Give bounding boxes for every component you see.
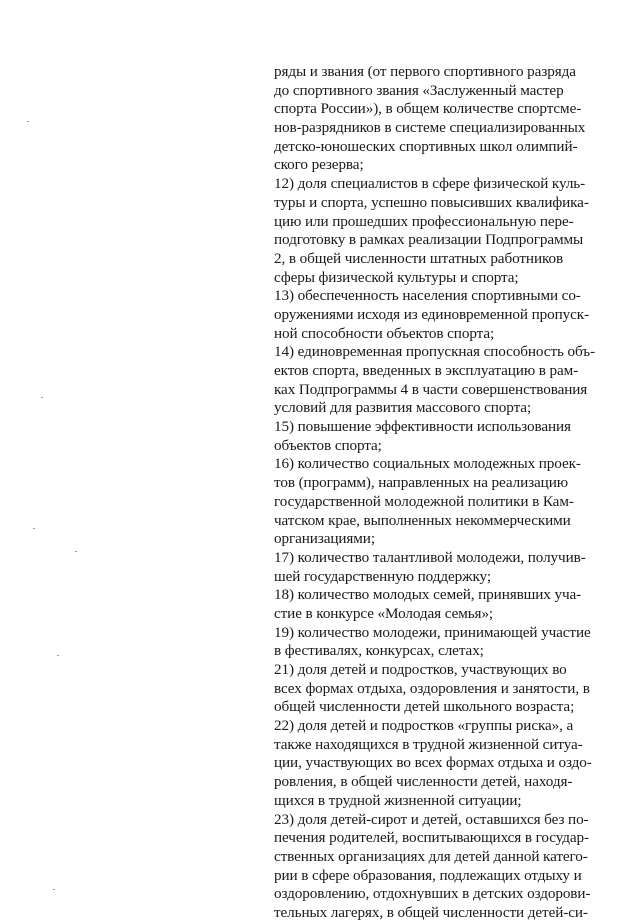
text-line: 12) доля специалистов в сфере физической куль- xyxy=(274,175,586,193)
text-line: чатском крае, выполненных некоммерческими xyxy=(274,511,571,529)
scan-artifact-dot xyxy=(41,397,43,398)
text-line: ственных организациях для детей данной катего- xyxy=(274,847,588,865)
text-line: государственной молодежной политики в Кам- xyxy=(274,492,574,510)
text-line: ках Подпрограммы 4 в части совершенствования xyxy=(274,380,588,398)
text-line: ции, участвующих во всех формах отдыха и оздо- xyxy=(274,754,592,772)
text-line: 23) доля детей-сирот и детей, оставшихся без по- xyxy=(274,810,589,828)
text-line: тельных лагерях, в общей численности детей-си- xyxy=(274,903,588,921)
text-line: 14) единовременная пропускная способность объ- xyxy=(274,343,595,361)
text-line: в фестивалях, конкурсах, слетах; xyxy=(274,642,484,660)
text-line: подготовку в рамках реализации Подпрограммы xyxy=(274,231,584,249)
text-line: детско-юношеских спортивных школ олимпий- xyxy=(274,137,578,155)
text-line: спорта России»), в общем количестве спортсме- xyxy=(274,100,582,118)
text-line: сферы физической культуры и спорта; xyxy=(274,268,519,286)
scan-artifact-dot xyxy=(33,528,35,529)
text-line: ряды и звания (от первого спортивного разряда xyxy=(274,63,576,80)
text-line: организациями; xyxy=(274,530,375,548)
text-line: 22) доля детей и подростков «группы риска», а xyxy=(274,717,574,735)
scan-artifact-dot xyxy=(53,889,55,890)
text-line: ровления, в общей численности детей, находя- xyxy=(274,773,573,791)
text-line: туры и спорта, успешно повысивших квалифика- xyxy=(274,193,589,211)
text-line: рии в сфере образования, подлежащих отдыху и xyxy=(274,866,582,884)
document-text-column xyxy=(274,63,598,923)
text-line: всех формах отдыха, оздоровления и занятости, в xyxy=(274,679,590,697)
text-line: 13) обеспеченность населения спортивными со- xyxy=(274,287,581,305)
scan-artifact-dot xyxy=(75,551,77,552)
text-line: стие в конкурсе «Молодая семья»; xyxy=(274,604,494,622)
text-line: тов (программ), направленных на реализацию xyxy=(274,474,568,492)
text-line: 19) количество молодежи, принимающей участие xyxy=(274,623,591,641)
scan-artifact-dot xyxy=(27,121,29,122)
text-line: объектов спорта; xyxy=(274,436,382,454)
text-line: также находящихся в трудной жизненной ситуа- xyxy=(274,735,583,753)
text-line: 17) количество талантливой молодежи, получив- xyxy=(274,548,586,566)
scan-artifact-dot xyxy=(57,655,59,656)
text-line: оружениями исходя из единовременной пропуск- xyxy=(274,305,590,323)
text-line: 18) количество молодых семей, принявших уча- xyxy=(274,586,582,604)
text-line: до спортивного звания «Заслуженный мастер xyxy=(274,81,564,99)
text-line: оздоровлению, отдохнувших в детских оздорови- xyxy=(274,885,591,903)
text-line: 16) количество социальных молодежных проек- xyxy=(274,455,581,473)
text-line: нов-разрядников в системе специализированных xyxy=(274,119,586,137)
text-line: 21) доля детей и подростков, участвующих во xyxy=(274,661,567,678)
text-line: цию или прошедших профессиональную пере- xyxy=(274,212,574,230)
text-line: 15) повышение эффективности использования xyxy=(274,418,571,436)
text-line: общей численности детей школьного возраста; xyxy=(274,698,575,716)
text-line: ной способности объектов спорта; xyxy=(274,324,495,342)
text-line: шей государственную поддержку; xyxy=(274,567,491,585)
text-line: ского резерва; xyxy=(274,156,364,174)
text-line: условий для развития массового спорта; xyxy=(274,399,532,417)
text-line: 2, в общей численности штатных работников xyxy=(274,249,564,267)
text-line: печения родителей, воспитывающихся в государ- xyxy=(274,829,589,847)
text-line: щихся в трудной жизненной ситуации; xyxy=(274,791,522,809)
text-line: ектов спорта, введенных в эксплуатацию в рам- xyxy=(274,362,579,379)
